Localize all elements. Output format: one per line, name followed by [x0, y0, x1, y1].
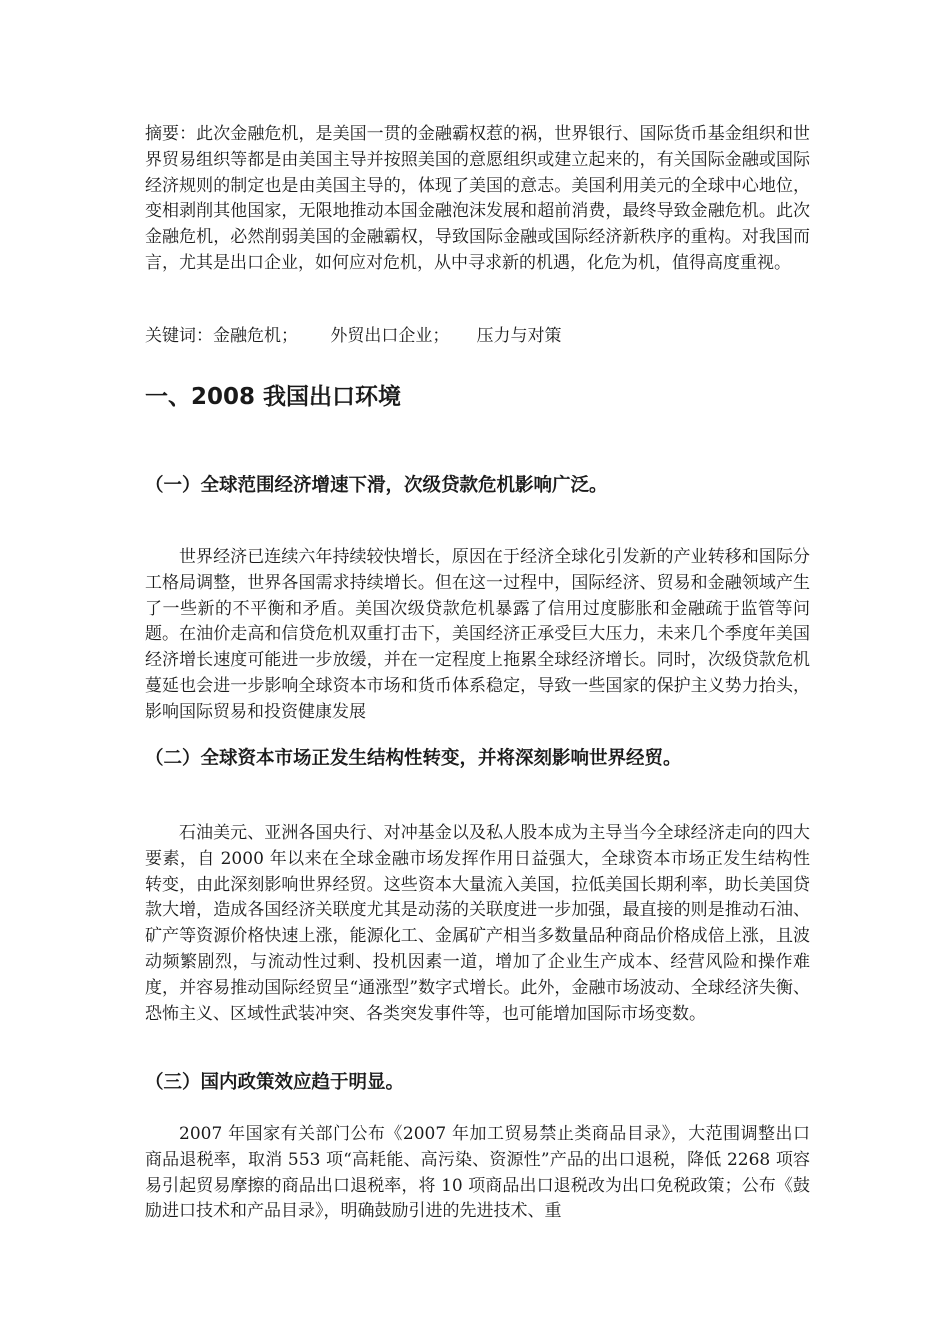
body-paragraph-2: 石油美元、亚洲各国央行、对冲基金以及私人股本成为主导当今全球经济走向的四大要素，自 2000 年以来在全球金融市场发挥作用日益强大，全球资本市场正发生结构性转变，由此深刻影响世界经贸。这些资本大量流入美国，拉低美国长期利率，助长美国贷款大增，造成各国经济关联度尤其是动荡的关联度进一步加强，最直接的则是推动石油、矿产等资源价格快速上涨，能源化工、金属矿产相当多数量品种商品价格成倍上涨，且波动频繁剧烈，与流动性过剩、投机因素一道，增加了企业生产成本、经营风险和操作难度，并容易推动国际经贸呈“通涨型”数字式增长。此外，金融市场波动、全球经济失衡、恐怖主义、区域性武装冲突、各类突发事件等，也可能增加国际市场变数。 [145, 823, 810, 1024]
abstract-paragraph: 摘要：此次金融危机，是美国一贯的金融霸权惹的祸，世界银行、国际货币基金组织和世界贸易组织等都是由美国主导并按照美国的意愿组织或建立起来的，有关国际金融或国际经济规则的制定也是由美国主导的，体现了美国的意志。美国利用美元的全球中心地位，变相剥削其他国家，无限地推动本国金融泡沫发展和超前消费，最终导致金融危机。此次金融危机，必然削弱美国的金融霸权，导致国际金融或国际经济新秩序的重构。对我国而言，尤其是出口企业，如何应对危机，从中寻求新的机遇，化危为机，值得高度重视。 [145, 124, 810, 273]
subsection-heading-2: （二）全球资本市场正发生结构性转变，并将深刻影响世界经贸。 [145, 748, 682, 769]
body-paragraph-1: 世界经济已连续六年持续较快增长，原因在于经济全球化引发新的产业转移和国际分工格局调整，世界各国需求持续增长。但在这一过程中，国际经济、贸易和金融领域产生了一些新的不平衡和矛盾。美国次级贷款危机暴露了信用过度膨胀和金融疏于监管等问题。在油价走高和信贷危机双重打击下，美国经济正承受巨大压力，未来几个季度年美国经济增长速度可能进一步放缓，并在一定程度上拖累全球经济增长。同时，次级贷款危机蔓延也会进一步影响全球资本市场和货币体系稳定，导致一些国家的保护主义势力抬头，影响国际贸易和投资健康发展 [145, 547, 810, 722]
subsection-heading-3: （三）国内政策效应趋于明显。 [145, 1072, 405, 1093]
section-heading: 一、2008 我国出口环境 [145, 384, 402, 410]
keywords-line: 关键词：金融危机； 外贸出口企业； 压力与对策 [145, 326, 562, 346]
body-paragraph-3: 2007 年国家有关部门公布《2007 年加工贸易禁止类商品目录》，大范围调整出口商品退税率，取消 553 项“高耗能、高污染、资源性”产品的出口退税，降低 2268 项容易引起贸易摩擦的商品出口退税率，将 10 项商品出口退税改为出口免税政策；公布《鼓励进口技术和产品目录》，明确鼓励引进的先进技术、重 [145, 1124, 810, 1222]
subsection-heading-1: （一）全球范围经济增速下滑，次级贷款危机影响广泛。 [145, 475, 608, 496]
